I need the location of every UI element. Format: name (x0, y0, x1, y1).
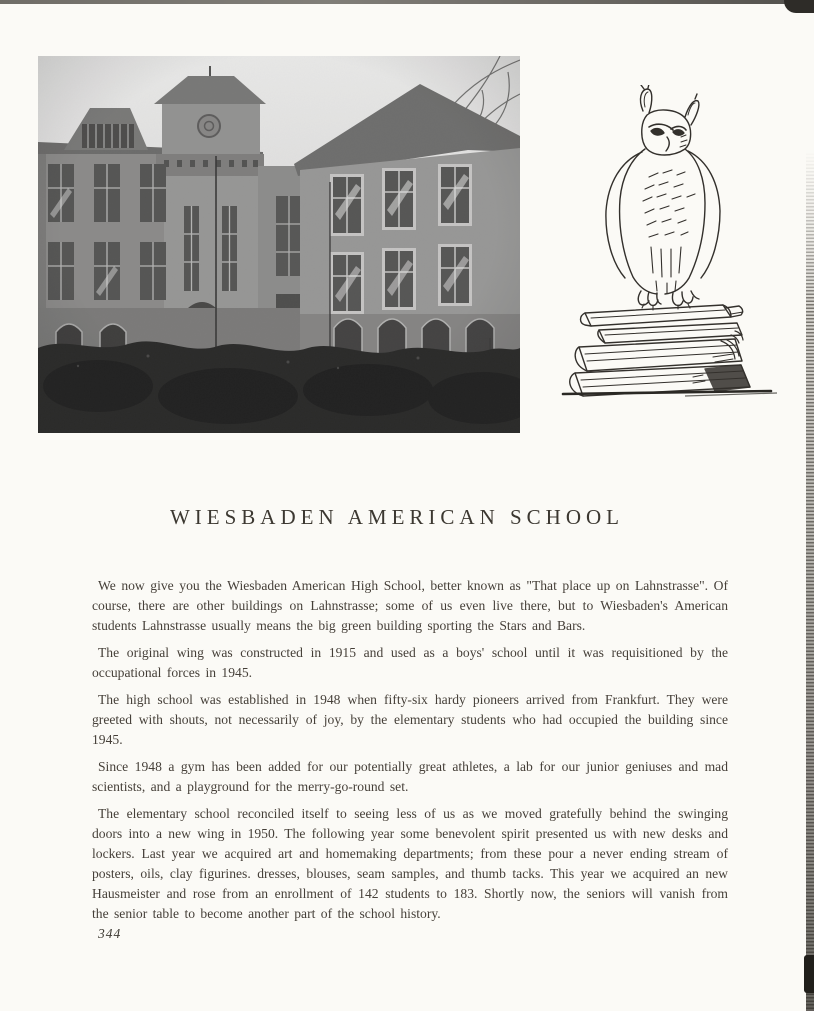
page-title: WIESBADEN AMERICAN SCHOOL (169, 505, 624, 529)
page-top-edge (0, 0, 814, 4)
school-building-photo (38, 56, 520, 433)
ground-line (563, 391, 771, 394)
paragraph-1: We now give you the Wiesbaden American High School, better known as "That place up on Lahnstrasse". Of course, there are other buildings on Lahnstrasse; some of us even live there, but to Wiesbaden's American students Lahnstrasse usually means the big green building sporting the Stars and Bars. (92, 578, 728, 633)
article-body (92, 576, 728, 931)
paragraph-2: The original wing was constructed in 1915 and used as a boys' school until it was requisitioned by the occupational forces in 1945. (92, 645, 728, 680)
page-number: 344 (98, 926, 122, 941)
binding-dark-mark (804, 955, 814, 993)
owl-left-wing (606, 152, 642, 278)
paragraph-3: The high school was established in 1948 when fifty-six hardy pioneers arrived from Frankfurt. They were greeted with shouts, not necessarily of joy, by the elementary students who had occupied the building since 1945. (92, 692, 728, 747)
book-binding-edge (806, 150, 814, 1011)
owl-on-books-illustration (545, 85, 780, 397)
paragraph-5: The elementary school reconciled itself to seeing less of us as we moved gratefully behind the swinging doors into a new wing in 1950. The following year some benevolent spirit presented us with new desks and lockers. Last year we acquired art and homemaking departments; from these pour a never ending stream of posters, oils, clay figurines. dresses, blouses, seam samples, and thumb tacks. This year we acquired an new Hausmeister and rose from an enrollment of 142 students to 183. Shortly now, the seniors will vanish from the senior table to become another part of the school history. (92, 806, 728, 921)
page-corner-shadow (784, 0, 814, 13)
owl-left-ear (640, 89, 651, 113)
paragraph-4: Since 1948 a gym has been added for our potentially great athletes, a lab for our junior geniuses and mad scientists, and a playground for the merry-go-round set. (92, 759, 728, 794)
book-top (581, 305, 744, 326)
